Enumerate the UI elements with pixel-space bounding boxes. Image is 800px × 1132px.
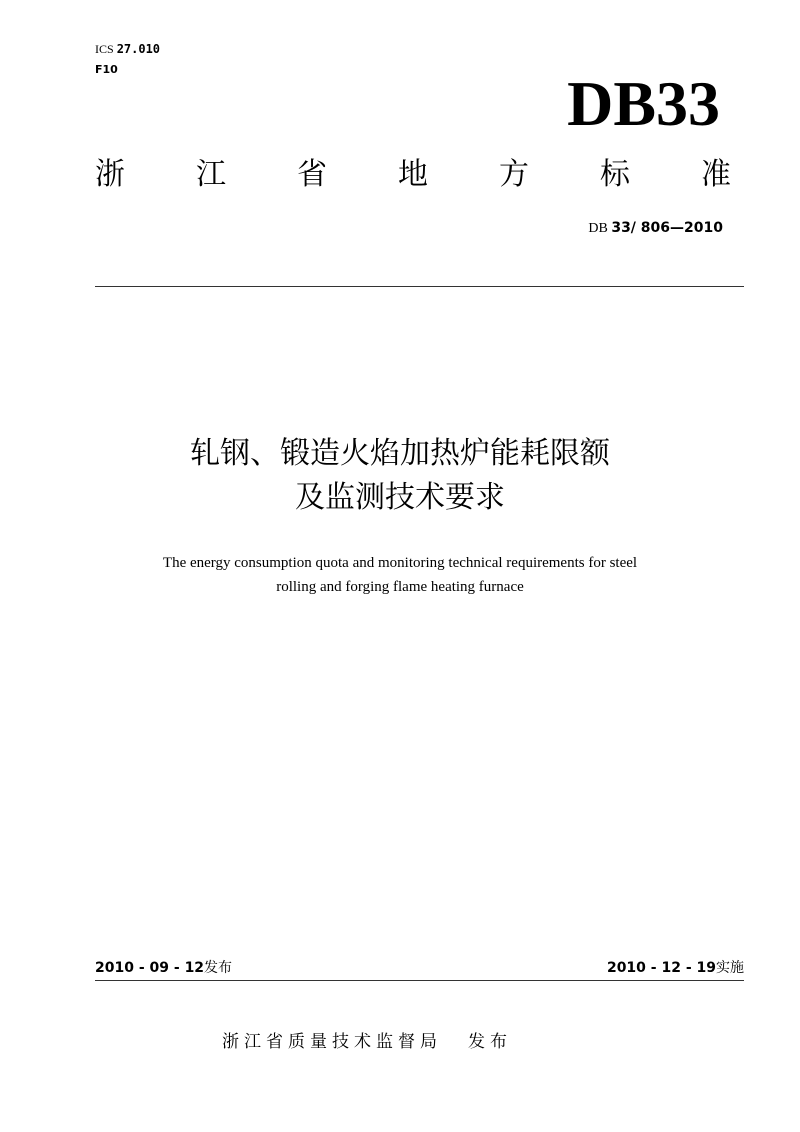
implementation-date-value: 2010 - 12 - 19 [606,960,716,976]
standard-type-char: 省 [297,157,327,192]
date-line [95,960,744,981]
chinese-title [0,432,800,520]
standard-number-prefix: DB [588,221,608,236]
publish-label: 发布 [468,1032,512,1052]
ics-prefix: ICS [95,42,114,56]
implementation-label: 实施 [716,960,744,976]
implementation-date [607,959,744,978]
standard-number-value: 33/ 806—2010 [611,220,723,236]
standard-code: DB33 [567,68,720,139]
chinese-title-line: 及监测技术要求 [295,480,505,515]
publisher-line [222,1030,512,1054]
ics-number [95,42,160,56]
issue-label: 发布 [204,960,233,976]
classification-code: F10 [95,63,118,76]
standard-type-char: 标 [600,157,630,192]
issue-date-value: 2010 - 09 - 12 [95,960,205,976]
standard-number [588,218,723,239]
standard-type-char: 地 [398,157,428,192]
issue-date [95,959,232,978]
chinese-title-line: 轧钢、锻造火焰加热炉能耗限额 [190,436,610,471]
header-divider [95,286,744,287]
english-title-line: rolling and forging flame heating furnace [276,579,524,595]
publisher-name: 浙江省质量技术监督局 [222,1032,442,1052]
standard-type-char: 准 [701,157,731,192]
standard-type-char: 方 [499,157,529,192]
standard-type-char: 浙 [95,157,125,192]
english-title [0,551,800,599]
standard-type-title [95,155,731,195]
ics-code: 27.010 [116,42,161,56]
english-title-line: The energy consumption quota and monitoring technical requirements for steel [162,555,638,571]
standard-type-char: 江 [196,157,226,192]
